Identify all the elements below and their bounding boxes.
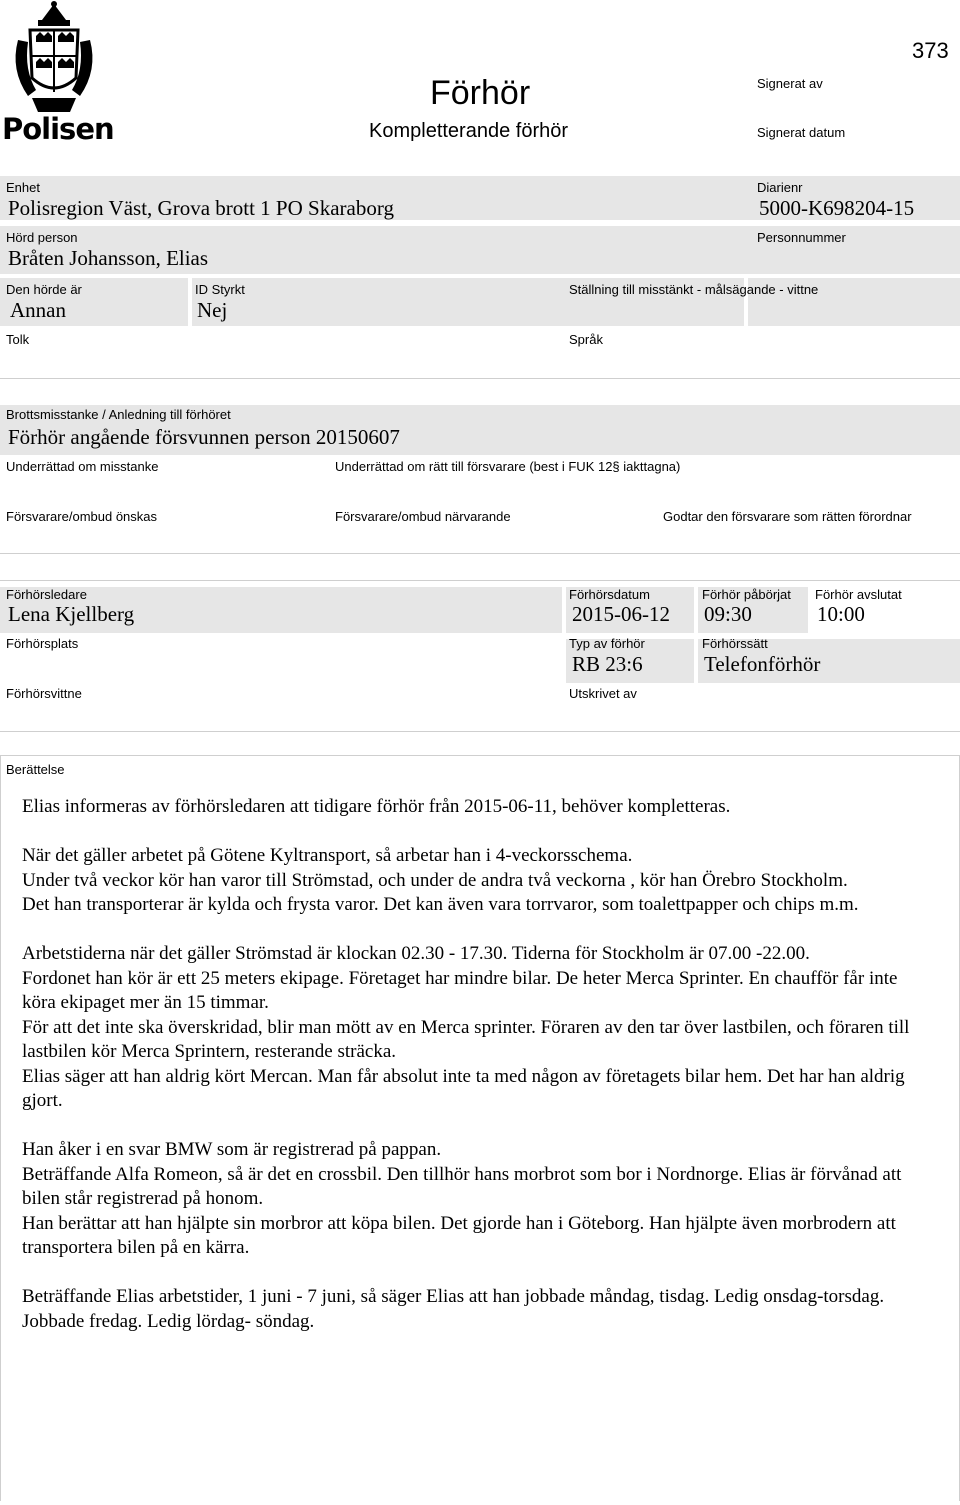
story-paragraph: Arbetstiderna när det gäller Strömstad är klockan 02.30 - 17.30. Tiderna för Stockholm är 07.00 -22.00. Fordonet han kör är ett 25 meters ekipage. Företaget har mindre bilar. De heter Merca Sprinter. En chaufför får inte köra ekipaget mer än 15 timmar. För att det inte ska överskridad, blir man mött av en Merca sprinter. Föraren av den tar över lastbilen, och föraren till lastbilen kör Merca Sprintern, resterande sträcka. Elias säger att han aldrig kört Mercan. Man får absolut inte ta med någon av företagets bilar hem. Det har han aldrig gjort. bbox=[22, 943, 910, 1111]
story-paragraph: När det gäller arbetet på Götene Kyltransport, så arbetar han i 4-veckorsschema. Under två veckor kör han varor till Strömstad, och under de andra två veckorna , kör han Örebro Stockholm. Det han transporterar är kylda och frysta varor. Det kan även vara torrvaror, som toalettpapper och chips m.m. bbox=[22, 845, 859, 915]
story-paragraph: Beträffande Elias arbetstider, 1 juni - 7 juni, så säger Elias att han jobbade måndag, tisdag. Ledig onsdag-torsdag. Jobbade fredag. Ledig lördag- söndag. bbox=[22, 1286, 885, 1332]
date-label: Förhörsdatum bbox=[569, 587, 650, 602]
written-by-label: Utskrivet av bbox=[569, 686, 637, 701]
id-label: ID Styrkt bbox=[195, 282, 245, 297]
leader-value: Lena Kjellberg bbox=[8, 602, 135, 626]
diary-label: Diarienr bbox=[757, 180, 803, 195]
unit-value: Polisregion Väst, Grova brott 1 PO Skaraborg bbox=[8, 196, 394, 220]
type-label: Typ av förhör bbox=[569, 636, 645, 651]
leader-label: Förhörsledare bbox=[6, 587, 87, 602]
crown-emblem-icon bbox=[2, 0, 106, 118]
diary-value: 5000-K698204-15 bbox=[759, 196, 915, 220]
notified-label: Underrättad om misstanke bbox=[6, 459, 159, 474]
id-value: Nej bbox=[197, 298, 228, 322]
signed-date-label: Signerat datum bbox=[757, 125, 846, 140]
witness-label: Förhörsvittne bbox=[6, 686, 82, 701]
person-value: Bråten Johansson, Elias bbox=[8, 246, 209, 270]
position-label: Ställning till misstänkt - målsägande - vittne bbox=[569, 282, 819, 297]
page-number: 373 bbox=[912, 38, 949, 63]
end-label: Förhör avslutat bbox=[815, 587, 902, 602]
method-value: Telefonförhör bbox=[704, 652, 821, 676]
police-logo bbox=[2, 0, 114, 150]
end-value: 10:00 bbox=[817, 602, 865, 626]
reason-label: Brottsmisstanke / Anledning till förhöret bbox=[6, 407, 231, 422]
language-label: Språk bbox=[569, 332, 603, 347]
unit-label: Enhet bbox=[6, 180, 40, 195]
type-value: RB 23:6 bbox=[572, 652, 643, 676]
reason-value: Förhör angående försvunnen person 20150607 bbox=[8, 425, 400, 449]
method-label: Förhörssätt bbox=[702, 636, 768, 651]
person-label: Hörd person bbox=[6, 230, 78, 245]
heard-is-label: Den hörde är bbox=[6, 282, 82, 297]
interpreter-label: Tolk bbox=[6, 332, 30, 347]
counsel-present-label: Försvarare/ombud närvarande bbox=[335, 509, 511, 524]
document-subtitle: Kompletterande förhör bbox=[369, 120, 569, 142]
signed-by-label: Signerat av bbox=[757, 76, 823, 91]
story-paragraph: Han åker i en svar BMW som är registrerad på pappan. Beträffande Alfa Romeon, så är det en crossbil. Den tillhör hans morbrot som bor i Nordnorge. Elias är förvånad att bilen står registrerad på honom. Han berättar att han hjälpte sin morbror att köpa bilen. Det gjorde han i Göteborg. Han hjälpte även morbrodern att transportera bilen på en kärra. bbox=[22, 1139, 902, 1258]
right-to-counsel-label: Underrättad om rätt till försvarare (best i FUK 12§ iakttagna) bbox=[335, 459, 681, 474]
start-label: Förhör påbörjat bbox=[702, 587, 791, 602]
counsel-accept-label: Godtar den försvarare som rätten förordnar bbox=[663, 509, 912, 524]
document-title: Förhör bbox=[430, 74, 531, 112]
place-label: Förhörsplats bbox=[6, 636, 79, 651]
date-value: 2015-06-12 bbox=[572, 602, 670, 626]
logo-wordmark: Polisen bbox=[2, 112, 114, 146]
story-paragraph: Elias informeras av förhörsledaren att tidigare förhör från 2015-06-11, behöver kompletteras. bbox=[22, 796, 731, 817]
story-label: Berättelse bbox=[6, 762, 65, 777]
counsel-wanted-label: Försvarare/ombud önskas bbox=[6, 509, 158, 524]
heard-is-value: Annan bbox=[10, 298, 66, 322]
ssn-label: Personnummer bbox=[757, 230, 846, 245]
start-value: 09:30 bbox=[704, 602, 752, 626]
story-text bbox=[22, 795, 922, 1359]
